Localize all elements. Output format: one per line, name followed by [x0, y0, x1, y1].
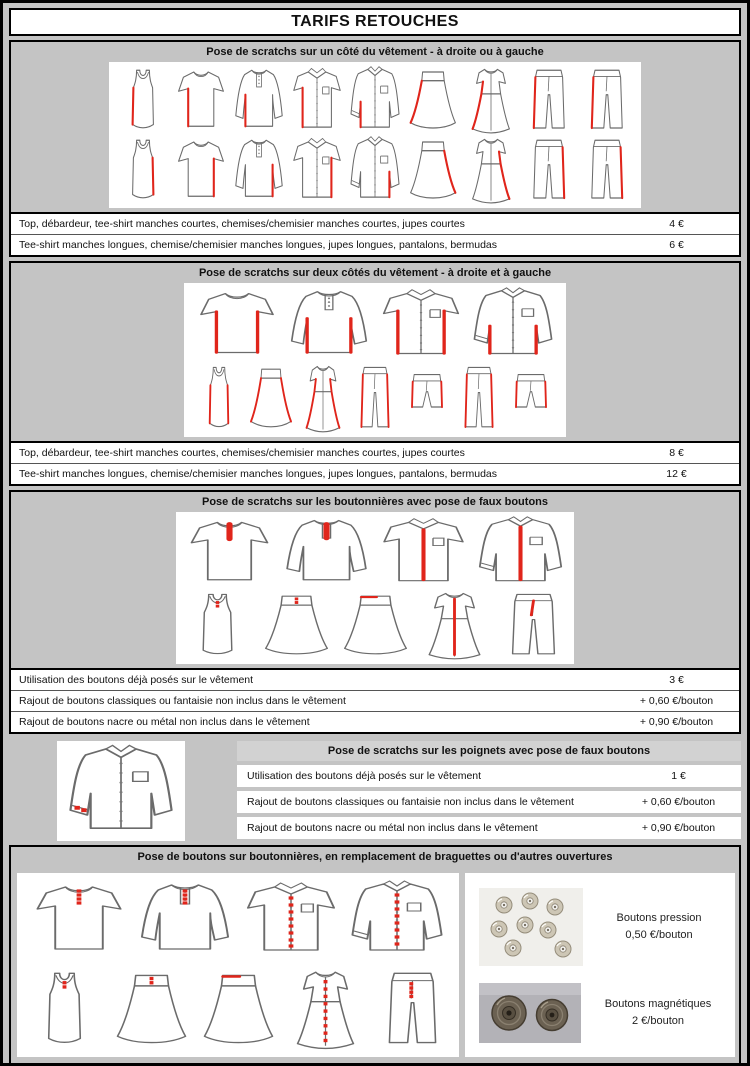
price-row-label: Utilisation des boutons déjà posés sur le vêtement [19, 674, 254, 686]
pants-illustration [454, 362, 504, 434]
garment-illustrations [109, 62, 641, 208]
tshirt-illustration [182, 515, 277, 589]
price-value: 8 € [669, 447, 684, 459]
price-row [11, 670, 739, 690]
henley-illustration [231, 135, 287, 205]
tank-illustration [115, 135, 171, 205]
tank-illustration [179, 589, 256, 661]
button-item-name: Boutons pression [616, 912, 702, 924]
price-row-label: Rajout de boutons classiques ou fantaisie non inclus dans le vêtement [247, 796, 574, 808]
section-scratch-two-sides [9, 261, 741, 486]
price-row [237, 817, 741, 839]
page-title: TARIFS RETOUCHES [9, 8, 741, 36]
dress-illustration [463, 65, 519, 135]
section-header: Pose de boutons sur boutonnières, en remplacement de braguettes ou d'autres ouvertures [137, 851, 613, 863]
button-item-name: Boutons magnétiques [604, 998, 712, 1010]
pants-illustration [521, 135, 577, 205]
skirt-illustration [405, 65, 461, 135]
buttons-panel [465, 873, 735, 1057]
price-row [237, 791, 741, 813]
button-item-price: 2 €/bouton [632, 1014, 684, 1027]
skirt-illustration [405, 135, 461, 205]
pants-illustration [370, 967, 455, 1051]
price-table [11, 212, 739, 255]
pants-illustration [521, 65, 577, 135]
price-row-label: Top, débardeur, tee-shirt manches courtes, chemises/chemisier manches courtes, jupes courtes [19, 218, 465, 230]
shirt-ss-illustration [289, 135, 345, 205]
price-row [11, 235, 739, 255]
price-value: + 0,60 €/bouton [641, 796, 716, 808]
price-row-label: Utilisation des boutons déjà posés sur le vêtement [247, 770, 482, 782]
shirt-ls-illustration [347, 65, 403, 135]
dress-illustration [283, 967, 368, 1051]
price-row [237, 765, 741, 787]
price-row [11, 691, 739, 711]
section-scratch-one-side [9, 40, 741, 257]
price-row-label: Tee-shirt manches longues, chemise/chemisier manches longues, jupes longues, pantalons, bermudas [19, 239, 498, 251]
price-value: 3 € [669, 674, 684, 686]
skirt-illustration [246, 362, 296, 434]
section-header: Pose de scratchs sur deux côtés du vêtement - à droite et à gauche [198, 267, 552, 279]
price-value: + 0,90 €/bouton [641, 822, 716, 834]
skirt-illustration [196, 967, 281, 1051]
magnetic-buttons-item [465, 983, 735, 1043]
skirt-illustration [258, 589, 335, 661]
snap-buttons-item [465, 888, 735, 966]
shirt-ss-illustration [376, 515, 471, 589]
section-header: Pose de scratchs sur les poignets avec pose de faux boutons [237, 741, 741, 761]
henley-illustration [279, 515, 374, 589]
price-row-label: Tee-shirt manches longues, chemise/chemisier manches longues, jupes longues, pantalons, bermudas [19, 468, 498, 480]
shirt-ss-illustration [239, 879, 343, 959]
section-button-installation [9, 845, 741, 1066]
tank-illustration [194, 362, 244, 434]
price-row [11, 214, 739, 234]
section-header: Pose de scratchs sur un côté du vêtement - à droite ou à gauche [206, 46, 544, 58]
price-value: 6 € [669, 239, 684, 251]
garment-illustrations [184, 283, 566, 437]
tshirt-illustration [27, 879, 131, 959]
price-row [11, 712, 739, 732]
pants-illustration [579, 65, 635, 135]
shirt-ls-illustration [345, 879, 449, 959]
tshirt-illustration [173, 135, 229, 205]
section-scratch-cuffs [9, 741, 741, 841]
shirt-ls-illustration [473, 515, 568, 589]
skirt-illustration [337, 589, 414, 661]
tank-illustration [22, 967, 107, 1051]
price-value: 4 € [669, 218, 684, 230]
tank-illustration [115, 65, 171, 135]
price-row-label: Rajout de boutons nacre ou métal non inclus dans le vêtement [247, 822, 538, 834]
price-row-label: Rajout de boutons classiques ou fantaisie non inclus dans le vêtement [19, 695, 346, 707]
price-row [11, 464, 739, 484]
henley-illustration [133, 879, 237, 959]
price-row [11, 443, 739, 463]
shirt-ls-illustration [468, 286, 558, 362]
price-value: 12 € [666, 468, 687, 480]
shorts-illustration [402, 362, 452, 434]
shirt-ss-illustration [289, 65, 345, 135]
shirt-cuff-illustration-box [57, 741, 185, 841]
pants-illustration [350, 362, 400, 434]
henley-illustration [284, 286, 374, 362]
tshirt-illustration [173, 65, 229, 135]
tshirt-illustration [192, 286, 282, 362]
section-header: Pose de scratchs sur les boutonnières avec pose de faux boutons [202, 496, 548, 508]
garment-illustrations [176, 512, 574, 664]
pants-illustration [579, 135, 635, 205]
snap-buttons-photo [479, 888, 583, 966]
pants-illustration [495, 589, 572, 661]
price-row-label: Top, débardeur, tee-shirt manches courtes, chemises/chemisier manches courtes, jupes courtes [19, 447, 465, 459]
dress-illustration [463, 135, 519, 205]
dress-illustration [298, 362, 348, 434]
price-table [11, 441, 739, 484]
price-row-label: Rajout de boutons nacre ou métal non inclus dans le vêtement [19, 716, 310, 728]
shirt-ls-illustration [62, 743, 180, 839]
shirt-ls-illustration [347, 135, 403, 205]
skirt-illustration [109, 967, 194, 1051]
price-table [11, 668, 739, 732]
magnetic-buttons-photo [479, 983, 581, 1043]
button-item-price: 0,50 €/bouton [625, 928, 693, 941]
price-value: + 0,90 €/bouton [639, 716, 714, 728]
garment-illustrations [17, 873, 459, 1057]
shirt-ss-illustration [376, 286, 466, 362]
henley-illustration [231, 65, 287, 135]
dress-illustration [416, 589, 493, 661]
price-value: 1 € [671, 770, 686, 782]
shorts-illustration [506, 362, 556, 434]
section-scratch-buttonholes [9, 490, 741, 734]
price-value: + 0,60 €/bouton [639, 695, 714, 707]
